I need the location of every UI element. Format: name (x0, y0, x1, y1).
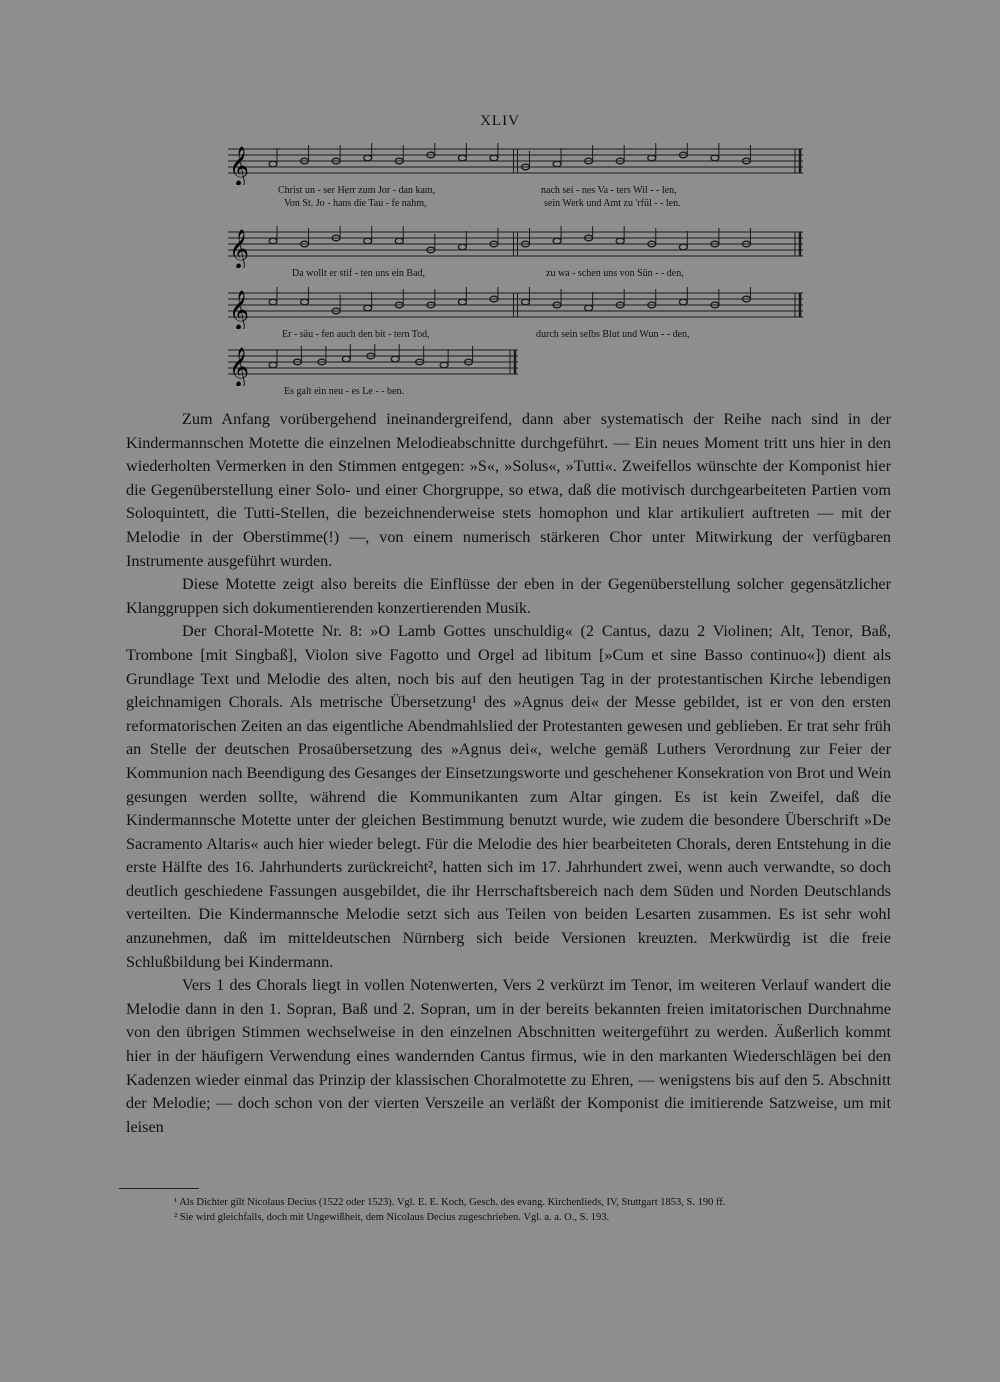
note-head (679, 299, 687, 305)
lyrics-phrase: Da wollt er stif - ten uns ein Bad, (292, 268, 426, 279)
note-head (269, 161, 277, 167)
note-head (395, 238, 403, 244)
note-head (301, 299, 309, 305)
footnote: ² Sie wird gleichfalls, doch mit Ungewißheit, dem Nicolaus Decius zugeschrieben. Vgl. a. a. O., S. 193. (174, 1212, 610, 1223)
note-head (458, 299, 466, 305)
paragraph: Vers 1 des Chorals liegt in vollen Notenwerten, Vers 2 verkürzt im Tenor, im weiteren Verlauf wandert die Melodie dann in den 1. Sopran, Baß und 2. Sopran, um in der bereits bekannten freien imitatorischen Durchnahme von den übrigen Stimmen wechselweise in den einzelnen Abschnitten weitergeführt zu werden. Äußerlich kommt hier in der häufigern Verwendung eines wandernden Cantus firmus, wie in den markanten Wiederschlägen bei den Kadenzen wieder einmal das Prinzip der klassischen Choralmotette zu Ehren, — wenigstens bis auf den 5. Abschnitt der Melodie; — doch schon von der vierten Verszeile an verläßt der Komponist die imitierende Satzweise, um mit leisen (126, 976, 891, 1136)
footnotes (126, 1195, 891, 1225)
lyrics-phrase: Es galt ein neu - es Le - - ben. (284, 386, 404, 397)
note-head (269, 299, 277, 305)
music-system-2 (228, 226, 803, 281)
treble-clef-icon: 𝄞 (229, 229, 250, 268)
note-head (458, 155, 466, 161)
footnote: ¹ Als Dichter gilt Nicolaus Decius (1522 oder 1523). Vgl. E. E. Koch, Gesch. des evang. Kirchenlieds, IV, Stuttgart 1853, S. 190 ff. (174, 1197, 726, 1208)
lyrics-line (228, 329, 803, 342)
note-head (364, 238, 372, 244)
note-head (391, 356, 399, 362)
note-head (711, 155, 719, 161)
treble-clef-icon: 𝄞 (229, 290, 250, 329)
note-head (616, 238, 624, 244)
note-head (553, 161, 561, 167)
lyrics-line (228, 198, 803, 211)
lyrics-phrase: Christ un - ser Herr zum Jor - dan kam, (278, 185, 436, 196)
note-head (648, 155, 656, 161)
staff-1 (228, 143, 803, 185)
paragraph: Zum Anfang vorübergehend ineinandergreifend, dann aber systematisch der Reihe nach sind in der Kindermannschen Motette die einzelnen Melodieabschnitte durchgeführt. — Ein neues Moment tritt uns hier in den wiederholten Vermerken in den Stimmen entgegen: »S«, »Solus«, »Tutti«. Zweifellos wünschte der Komponist hier die Gegenüberstellung einer Solo- und einer Chorgruppe, so etwa, daß die motivisch durchgearbeiteten Partien vom Soloquintett, die Tutti-Stellen, die bezeichnenderweise stets homophon und klar artikuliert auftreten — mit der Melodie in der Oberstimme(!) —, von einem numerisch stärkeren Chor unter Mitwirkung der verfügbaren Instrumente ausgeführt wurden. (126, 410, 891, 570)
note-head (440, 362, 448, 368)
paragraph: Der Choral-Motette Nr. 8: »O Lamb Gottes unschuldig« (2 Cantus, dazu 2 Violinen; Alt, Tenor, Baß, Trombone [mit Singbaß], Violon sive Fagotto und Orgel ad libitum [»Cum et sine Basso continuo«]) dient als Grundlage Text und Melodie des alten, noch bis auf den heutigen Tag in der protestantischen Kirche lebendigen gleichnamigen Chorals. Als metrische Übersetzung¹ des »Agnus dei« der Messe gebildet, ist er von den ersten reformatorischen Zeiten an das eigentliche Abendmahlslied der Protestanten gewesen und geblieben. Er trat sehr früh an Stelle der deutschen Prosaübersetzung des »Agnus dei«, welche gemäß Luthers Verordnung zur Feier der Kommunion nach Beendigung des Gesanges der Einsetzungsworte und geschehener Konsekration von Brot und Wein gesungen werden sollte, während die Kommunikanten zum Altar gingen. Es ist kein Zweifel, daß die Kindermannsche Motette unter der gleichen Bestimmung benutzt wurde, wie zudem die besondere Überschrift »De Sacramento Altaris« auch hier wieder belegt. Für die Melodie des hier bearbeiteten Chorals, deren Entstehung in die erste Hälfte des 16. Jahrhunderts zurückreicht², hatten sich im 17. Jahrhundert zwei, wenn auch verwandte, so doch deutlich geschiedene Fassungen ausgebildet, die ihr Herrschaftsbereich nach dem Süden und Norden Deutschlands verteilten. Die Kindermannsche Melodie setzt sich aus Teilen von beiden Lesarten zusammen. Es ist sehr wohl anzunehmen, daß im mitteldeutschen Nürnberg sich beide Versionen kreuzten. Merkwürdig ist die freie Schlußbildung bei Kindermann. (126, 622, 891, 971)
lyrics-line (228, 185, 803, 198)
staff-2 (228, 226, 803, 268)
note-head (679, 244, 687, 250)
lyrics-phrase: Von St. Jo - hans die Tau - fe nahm, (284, 198, 427, 209)
treble-clef-icon: 𝄞 (229, 146, 250, 185)
music-system-1 (228, 143, 803, 211)
lyrics-phrase: sein Werk und Amt zu 'rfül - - len. (544, 198, 681, 209)
note-head (364, 305, 372, 311)
staff-4 (228, 344, 518, 386)
paragraph: Diese Motette zeigt also bereits die Einflüsse der eben in der Gegenüberstellung solcher gegensätzlicher Klanggruppen sich dokumentierenden konzertierenden Musik. (126, 575, 891, 617)
music-system-3 (228, 287, 803, 342)
note-head (269, 362, 277, 368)
lyrics-line (228, 386, 518, 399)
note-head (490, 155, 498, 161)
note-head (585, 305, 593, 311)
lyrics-phrase: zu wa - schen uns von Sün - - den, (546, 268, 684, 279)
staff-3 (228, 287, 803, 329)
note-head (269, 238, 277, 244)
lyrics-phrase: durch sein selbs Blut und Wun - - den, (536, 329, 690, 340)
footnote-divider (119, 1188, 199, 1189)
note-head (553, 238, 561, 244)
note-head (522, 299, 530, 305)
lyrics-phrase: nach sei - nes Va - ters Wil - - len, (541, 185, 677, 196)
note-head (364, 155, 372, 161)
lyrics-line (228, 268, 803, 281)
body-text (126, 408, 891, 1139)
treble-clef-icon: 𝄞 (229, 347, 250, 386)
note-head (458, 244, 466, 250)
lyrics-phrase: Er - säu - fen auch den bit - tern Tod, (282, 329, 430, 340)
page-number: XLIV (480, 113, 520, 129)
music-system-4 (228, 344, 518, 399)
note-head (342, 356, 350, 362)
